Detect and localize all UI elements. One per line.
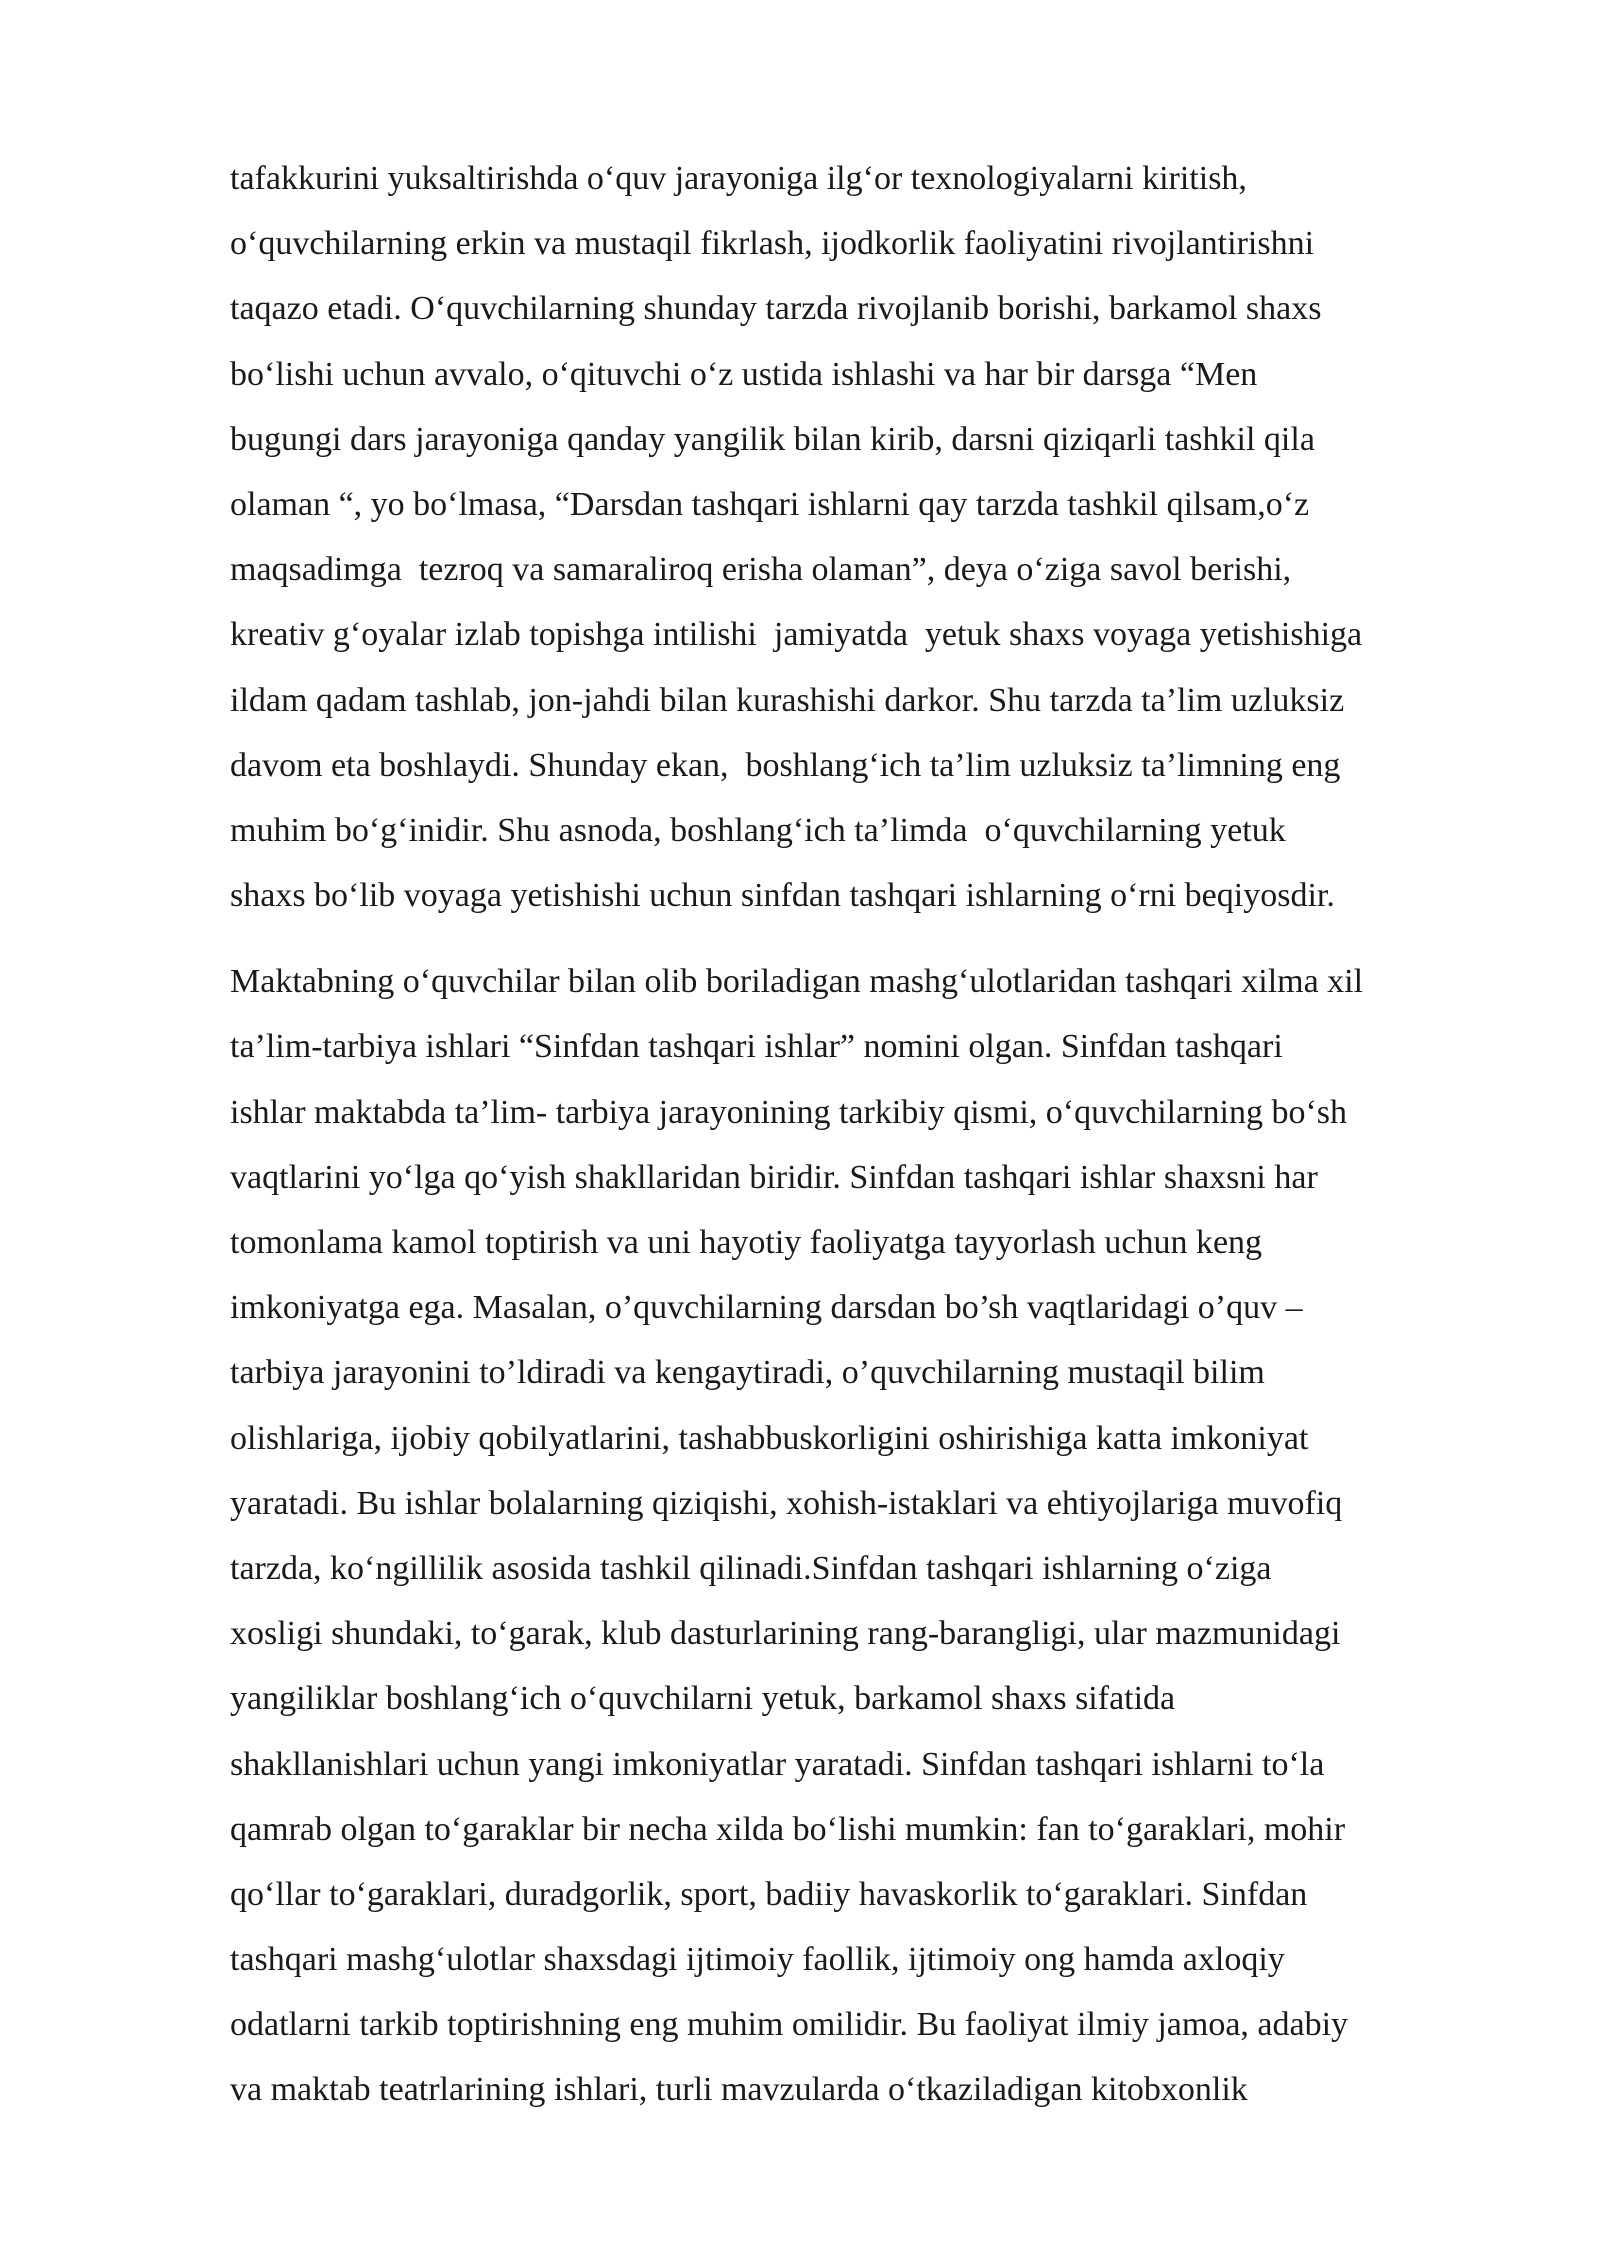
text-line: ildam qadam tashlab, jon-jahdi bilan kurashishi darkor. Shu tarzda ta’lim uzluksiz bbox=[230, 681, 1345, 719]
text-line: muhim bo‘g‘inidir. Shu asnoda, boshlang‘ich ta’limda o‘quvchilarning yetuk bbox=[230, 811, 1286, 849]
paragraph-spacing bbox=[230, 928, 1510, 949]
text-line: davom eta boshlaydi. Shunday ekan, boshlang‘ich ta’lim uzluksiz ta’limning eng bbox=[230, 746, 1341, 784]
text-line: bo‘lishi uchun avvalo, o‘qituvchi o‘z ustida ishlashi va har bir darsga “Men bbox=[230, 355, 1258, 393]
text-line: yaratadi. Bu ishlar bolalarning qiziqishi, xohish-istaklari va ehtiyojlariga muvofiq bbox=[230, 1484, 1343, 1522]
text-line: tashqari mashg‘ulotlar shaxsdagi ijtimoiy faollik, ijtimoiy ong hamda axloqiy bbox=[230, 1941, 1285, 1979]
text-line: qo‘llar to‘garaklari, duradgorlik, sport, badiiy havaskorlik to‘garaklari. Sinfdan bbox=[230, 1875, 1308, 1913]
text-line: tomonlama kamol toptirish va uni hayotiy faoliyatga tayyorlash uchun keng bbox=[230, 1224, 1263, 1261]
text-line: qamrab olgan to‘garaklar bir necha xilda bo‘lishi mumkin: fan to‘garaklari, mohir bbox=[230, 1810, 1346, 1848]
text-line: tarbiya jarayonini to’ldiradi va kengaytiradi, o’quvchilarning mustaqil bilim bbox=[230, 1354, 1265, 1392]
text-line: Maktabning o‘quvchilar bilan olib boriladigan mashg‘ulotlaridan tashqari xilma xil bbox=[230, 963, 1364, 1001]
text-line: olaman “, yo bo‘lmasa, “Darsdan tashqari ishlarni qay tarzda tashkil qilsam,o‘z bbox=[230, 485, 1310, 523]
text-line: olishlariga, ijobiy qobilyatlarini, tashabbuskorligini oshirishiga katta imkoniyat bbox=[230, 1419, 1309, 1457]
text-line: o‘quvchilarning erkin va mustaqil fikrlash, ijodkorlik faoliyatini rivojlantirishni bbox=[230, 225, 1315, 263]
text-line: tarzda, ko‘ngillilik asosida tashkil qilinadi.Sinfdan tashqari ishlarning o‘ziga bbox=[230, 1549, 1272, 1587]
text-line: imkoniyatga ega. Masalan, o’quvchilarning darsdan bo’sh vaqtlaridagi o’quv – bbox=[230, 1289, 1303, 1327]
document-body bbox=[230, 146, 1510, 2123]
paragraph-1 bbox=[230, 146, 1510, 928]
text-line: ta’lim-tarbiya ishlari “Sinfdan tashqari ishlar” nomini olgan. Sinfdan tashqari bbox=[230, 1028, 1283, 1066]
text-line: vaqtlarini yo‘lga qo‘yish shakllaridan biridir. Sinfdan tashqari ishlar shaxsni har bbox=[230, 1158, 1318, 1196]
text-line: bugungi dars jarayoniga qanday yangilik bilan kirib, darsni qiziqarli tashkil qila bbox=[230, 420, 1315, 458]
text-line: maqsadimga tezroq va samaraliroq erisha olaman”, deya o‘ziga savol berishi, bbox=[230, 551, 1292, 589]
paragraph-2 bbox=[230, 949, 1510, 2122]
text-line: taqazo etadi. O‘quvchilarning shunday tarzda rivojlanib borishi, barkamol shaxs bbox=[230, 290, 1322, 328]
text-line: ishlar maktabda ta’lim- tarbiya jarayonining tarkibiy qismi, o‘quvchilarning bo‘sh bbox=[230, 1093, 1348, 1131]
text-line: yangiliklar boshlang‘ich o‘quvchilarni yetuk, barkamol shaxs sifatida bbox=[230, 1680, 1176, 1718]
text-line: odatlarni tarkib toptirishning eng muhim omilidir. Bu faoliyat ilmiy jamoa, adabiy bbox=[230, 2006, 1349, 2044]
text-line: kreativ g‘oyalar izlab topishga intilishi jamiyatda yetuk shaxs voyaga yetishishiga bbox=[230, 616, 1363, 654]
text-line: tafakkurini yuksaltirishda o‘quv jarayoniga ilg‘or texnologiyalarni kiritish, bbox=[230, 160, 1247, 197]
text-line: va maktab teatrlarining ishlari, turli mavzularda o‘tkaziladigan kitobxonlik bbox=[230, 2071, 1248, 2109]
text-line: xosligi shundaki, to‘garak, klub dasturlarining rang-barangligi, ular mazmunidagi bbox=[230, 1615, 1341, 1653]
text-line: shaxs bo‘lib voyaga yetishishi uchun sinfdan tashqari ishlarning o‘rni beqiyosdir. bbox=[230, 877, 1335, 915]
text-line: shakllanishlari uchun yangi imkoniyatlar yaratadi. Sinfdan tashqari ishlarni to‘la bbox=[230, 1745, 1325, 1783]
